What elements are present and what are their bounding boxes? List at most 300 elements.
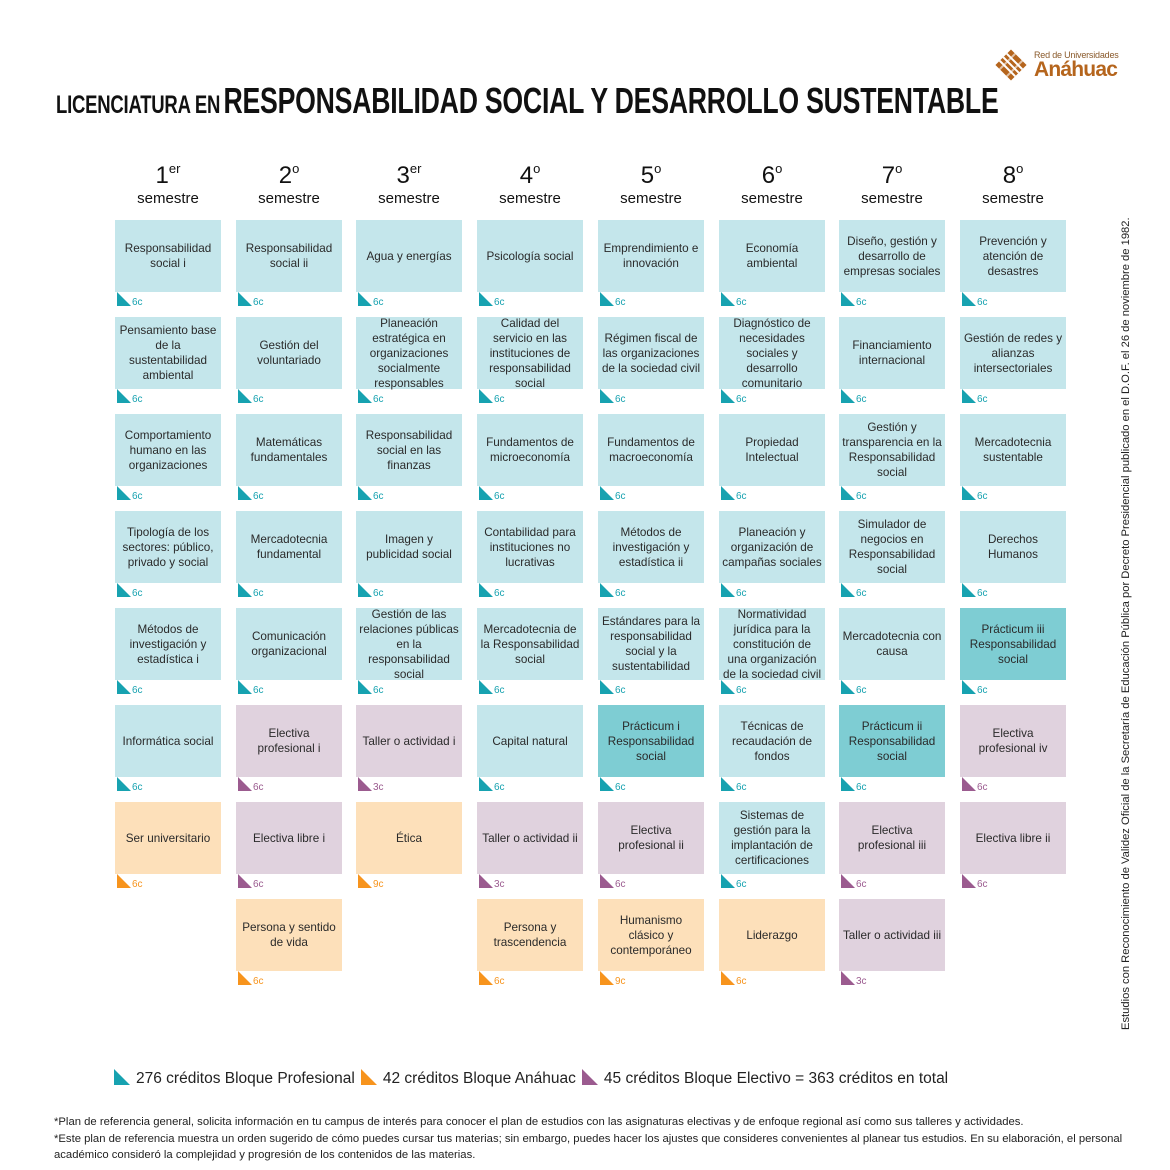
semester-label: semestre: [620, 190, 682, 207]
course-credits: 6c: [494, 394, 505, 405]
course-card: Contabilidad para instituciones no lucrativas: [477, 511, 583, 583]
credit-triangle-icon: [479, 971, 493, 985]
credit-triangle-icon: [358, 292, 372, 306]
semester-ordinal: o: [533, 161, 541, 176]
semester-number: [477, 156, 583, 189]
credits-tag: [598, 874, 638, 892]
credits-tag: [598, 389, 638, 407]
course-credits: 6c: [132, 879, 143, 890]
credits-tag: [598, 971, 638, 989]
credit-triangle-icon: [841, 292, 855, 306]
course-card: Gestión del voluntariado: [236, 317, 342, 389]
electivo-triangle-icon: [582, 1069, 598, 1085]
credits-tag: [719, 777, 759, 795]
legend-anahuac-label: 42 créditos Bloque Anáhuac: [382, 1070, 576, 1087]
credit-triangle-icon: [479, 389, 493, 403]
logo-network-label: Red de Universidades: [1034, 50, 1119, 60]
course-credits: 6c: [373, 588, 384, 599]
semester-ordinal: o: [775, 161, 783, 176]
credit-triangle-icon: [117, 874, 131, 888]
credits-tag: [356, 389, 396, 407]
credit-triangle-icon: [479, 486, 493, 500]
credits-tag: [598, 486, 638, 504]
credits-tag: [356, 583, 396, 601]
course-credits: 6c: [253, 394, 264, 405]
course-card: Mercadotecnia fundamental: [236, 511, 342, 583]
course-card: Capital natural: [477, 705, 583, 777]
course-credits: 6c: [856, 491, 867, 502]
course-card: Prácticum iii Responsabilidad social: [960, 608, 1066, 680]
credit-triangle-icon: [962, 389, 976, 403]
semester-number-value: 8: [1002, 162, 1017, 189]
course-credits: 6c: [977, 491, 988, 502]
credits-tag: [236, 583, 276, 601]
credits-tag: [839, 583, 879, 601]
credits-tag: [839, 971, 879, 989]
profesional-triangle-icon: [114, 1069, 130, 1085]
credits-tag: [477, 680, 517, 698]
course-card: Prácticum i Responsabilidad social: [598, 705, 704, 777]
semester-header: [839, 156, 945, 209]
credit-triangle-icon: [358, 583, 372, 597]
course-card: Fundamentos de macroeconomía: [598, 414, 704, 486]
credit-triangle-icon: [600, 777, 614, 791]
semester-ordinal: o: [654, 161, 662, 176]
legend-profesional: [114, 1070, 355, 1088]
credit-triangle-icon: [841, 971, 855, 985]
credits-tag: [115, 292, 155, 310]
course-card: Electiva libre ii: [960, 802, 1066, 874]
course-credits: 6c: [615, 394, 626, 405]
semester-label: semestre: [982, 190, 1044, 207]
semester-ordinal: er: [409, 161, 422, 176]
credit-triangle-icon: [841, 874, 855, 888]
credits-tag: [236, 777, 276, 795]
course-card: Prevención y atención de desastres: [960, 220, 1066, 292]
course-card: Propiedad Intelectual: [719, 414, 825, 486]
course-credits: 6c: [615, 879, 626, 890]
credits-tag: [719, 874, 759, 892]
credit-triangle-icon: [117, 292, 131, 306]
credits-tag: [115, 583, 155, 601]
course-credits: 6c: [615, 588, 626, 599]
course-card: Pensamiento base de la sustentabilidad ambiental: [115, 317, 221, 389]
semester-header: [236, 156, 342, 209]
anahuac-logo-icon: [992, 48, 1030, 82]
credit-triangle-icon: [238, 777, 252, 791]
course-credits: 6c: [977, 297, 988, 308]
semester-number-value: 3: [396, 162, 410, 189]
course-credits: 6c: [615, 782, 626, 793]
credit-triangle-icon: [841, 486, 855, 500]
semester-number: [598, 156, 704, 189]
course-credits: 6c: [253, 491, 264, 502]
credits-tag: [477, 874, 517, 892]
course-card: Matemáticas fundamentales: [236, 414, 342, 486]
course-credits: 6c: [977, 782, 988, 793]
credits-tag: [960, 874, 1000, 892]
credit-triangle-icon: [117, 777, 131, 791]
course-card: Electiva profesional i: [236, 705, 342, 777]
course-card: Responsabilidad social ii: [236, 220, 342, 292]
semester-number: [839, 156, 945, 189]
credit-triangle-icon: [721, 486, 735, 500]
course-card: Diagnóstico de necesidades sociales y desarrollo comunitario: [719, 317, 825, 389]
course-credits: 6c: [132, 297, 143, 308]
credits-tag: [839, 874, 879, 892]
credit-triangle-icon: [600, 583, 614, 597]
credits-tag: [356, 874, 396, 892]
semester-number-value: 1: [155, 162, 169, 189]
credit-triangle-icon: [962, 583, 976, 597]
credit-triangle-icon: [962, 680, 976, 694]
course-credits: 6c: [373, 685, 384, 696]
credits-tag: [236, 292, 276, 310]
course-card: Taller o actividad iii: [839, 899, 945, 971]
credits-tag: [598, 583, 638, 601]
course-credits: 6c: [977, 588, 988, 599]
course-card: Comportamiento humano en las organizaciones: [115, 414, 221, 486]
course-credits: 6c: [736, 588, 747, 599]
credits-tag: [477, 486, 517, 504]
credit-triangle-icon: [358, 874, 372, 888]
semester-header: [477, 156, 583, 209]
course-credits: 6c: [736, 879, 747, 890]
credit-triangle-icon: [962, 777, 976, 791]
credit-triangle-icon: [721, 292, 735, 306]
credit-triangle-icon: [721, 874, 735, 888]
credit-triangle-icon: [962, 874, 976, 888]
course-credits: 6c: [736, 491, 747, 502]
course-credits: 6c: [253, 685, 264, 696]
course-credits: 6c: [736, 782, 747, 793]
course-credits: 9c: [615, 976, 626, 987]
course-card: Mercadotecnia de la Responsabilidad social: [477, 608, 583, 680]
footnote-1: *Plan de referencia general, solicita información en tu campus de interés para conocer el plan de estudios con las asignaturas electivas y de enfoque regional así como sus talleres y actividades.: [54, 1116, 1024, 1128]
rvoe-note: Estudios con Reconocimiento de Validez Oficial de la Secretaría de Educación Pública por Decreto Presidencial publicado en el D.O.F. el 26 de noviembre de 1982.: [1120, 217, 1132, 1030]
course-credits: 6c: [615, 491, 626, 502]
course-card: Psicología social: [477, 220, 583, 292]
credit-triangle-icon: [962, 486, 976, 500]
credit-triangle-icon: [721, 971, 735, 985]
semester-header: [115, 156, 221, 209]
course-card: Imagen y publicidad social: [356, 511, 462, 583]
course-card: Taller o actividad i: [356, 705, 462, 777]
course-card: Gestión de redes y alianzas intersectoriales: [960, 317, 1066, 389]
credits-tag: [115, 680, 155, 698]
course-credits: 6c: [253, 879, 264, 890]
course-credits: 6c: [373, 491, 384, 502]
course-credits: 6c: [132, 685, 143, 696]
credits-tag: [960, 777, 1000, 795]
credit-triangle-icon: [479, 680, 493, 694]
credits-tag: [115, 389, 155, 407]
course-credits: 9c: [373, 879, 384, 890]
credits-tag: [960, 680, 1000, 698]
credit-triangle-icon: [479, 874, 493, 888]
title-main: RESPONSABILIDAD SOCIAL Y DESARROLLO SUSTENTABLE: [223, 80, 999, 121]
semester-header: [356, 156, 462, 209]
course-card: Persona y trascendencia: [477, 899, 583, 971]
semester-label: semestre: [258, 190, 320, 207]
credits-tag: [356, 486, 396, 504]
course-credits: 6c: [132, 491, 143, 502]
course-credits: 6c: [856, 782, 867, 793]
credit-triangle-icon: [479, 583, 493, 597]
course-card: Fundamentos de microeconomía: [477, 414, 583, 486]
course-credits: 3c: [373, 782, 384, 793]
credits-tag: [115, 486, 155, 504]
course-card: Normatividad jurídica para la constitución de una organización de la sociedad civil: [719, 608, 825, 680]
credits-tag: [598, 680, 638, 698]
course-credits: 6c: [494, 491, 505, 502]
course-card: Planeación y organización de campañas sociales: [719, 511, 825, 583]
semester-ordinal: er: [168, 161, 181, 176]
credit-triangle-icon: [600, 874, 614, 888]
course-card: Planeación estratégica en organizaciones socialmente responsables: [356, 317, 462, 389]
credit-triangle-icon: [600, 680, 614, 694]
course-credits: 6c: [856, 297, 867, 308]
course-card: Sistemas de gestión para la implantación de certificaciones: [719, 802, 825, 874]
credits-tag: [356, 292, 396, 310]
semester-label: semestre: [137, 190, 199, 207]
credits-tag: [719, 680, 759, 698]
semester-header: [719, 156, 825, 209]
course-card: Financiamiento internacional: [839, 317, 945, 389]
semester-header: [960, 156, 1066, 209]
semester-number-value: 7: [881, 162, 896, 189]
course-card: Electiva profesional iii: [839, 802, 945, 874]
course-credits: 6c: [736, 685, 747, 696]
credit-triangle-icon: [238, 971, 252, 985]
course-credits: 6c: [736, 297, 747, 308]
course-card: Persona y sentido de vida: [236, 899, 342, 971]
semester-number: [356, 156, 462, 189]
credits-tag: [839, 680, 879, 698]
credit-triangle-icon: [721, 777, 735, 791]
course-card: Liderazgo: [719, 899, 825, 971]
credit-triangle-icon: [721, 680, 735, 694]
legend-profesional-label: 276 créditos Bloque Profesional: [136, 1070, 355, 1087]
credits-tag: [960, 583, 1000, 601]
footnote-2: *Este plan de referencia muestra un orden sugerido de cómo puedes cursar tus materias; sin embargo, puedes hacer los ajustes que consideres convenientes al planear tus estudios. En su elaboración, el personal académico consideró la complejidad y progresión de los contenidos de las materias.: [54, 1133, 1123, 1161]
credit-triangle-icon: [600, 292, 614, 306]
course-card: Gestión de las relaciones públicas en la responsabilidad social: [356, 608, 462, 680]
course-card: Gestión y transparencia en la Responsabilidad social: [839, 414, 945, 486]
credits-tag: [839, 777, 879, 795]
credits-tag: [960, 389, 1000, 407]
credits-tag: [236, 389, 276, 407]
credit-triangle-icon: [721, 583, 735, 597]
credit-triangle-icon: [358, 680, 372, 694]
course-credits: 6c: [373, 297, 384, 308]
credits-tag: [598, 777, 638, 795]
course-card: Diseño, gestión y desarrollo de empresas sociales: [839, 220, 945, 292]
credit-triangle-icon: [238, 292, 252, 306]
credits-tag: [356, 680, 396, 698]
course-card: Mercadotecnia sustentable: [960, 414, 1066, 486]
credits-tag: [719, 971, 759, 989]
course-credits: 6c: [856, 394, 867, 405]
course-card: Emprendimiento e innovación: [598, 220, 704, 292]
legend-electivo-label: 45 créditos Bloque Electivo = 363 créditos en total: [603, 1070, 949, 1087]
course-credits: 6c: [253, 782, 264, 793]
credit-triangle-icon: [358, 486, 372, 500]
course-card: Electiva libre i: [236, 802, 342, 874]
credits-tag: [719, 292, 759, 310]
semester-number: [115, 156, 221, 189]
course-card: Simulador de negocios en Responsabilidad social: [839, 511, 945, 583]
credit-triangle-icon: [962, 292, 976, 306]
course-credits: 6c: [615, 297, 626, 308]
course-credits: 6c: [615, 685, 626, 696]
course-credits: 6c: [494, 685, 505, 696]
credits-tag: [719, 583, 759, 601]
credits-tag: [477, 292, 517, 310]
credits-tag: [236, 680, 276, 698]
credit-triangle-icon: [238, 874, 252, 888]
course-card: Mercadotecnia con causa: [839, 608, 945, 680]
credit-triangle-icon: [479, 292, 493, 306]
credit-triangle-icon: [117, 486, 131, 500]
semester-number-value: 6: [761, 162, 776, 189]
course-credits: 6c: [494, 976, 505, 987]
credit-triangle-icon: [117, 680, 131, 694]
credit-triangle-icon: [238, 583, 252, 597]
course-card: Calidad del servicio en las instituciones de responsabilidad social: [477, 317, 583, 389]
course-card: Responsabilidad social en las finanzas: [356, 414, 462, 486]
credits-tag: [236, 486, 276, 504]
course-credits: 3c: [856, 976, 867, 987]
credit-triangle-icon: [238, 486, 252, 500]
course-card: Responsabilidad social i: [115, 220, 221, 292]
credits-tag: [839, 486, 879, 504]
course-credits: 6c: [977, 685, 988, 696]
credit-triangle-icon: [600, 389, 614, 403]
credit-triangle-icon: [479, 777, 493, 791]
course-credits: 6c: [494, 782, 505, 793]
course-card: Agua y energías: [356, 220, 462, 292]
course-credits: 6c: [253, 297, 264, 308]
course-card: Métodos de investigación y estadística i: [115, 608, 221, 680]
course-card: Tipología de los sectores: público, privado y social: [115, 511, 221, 583]
credits-tag: [719, 486, 759, 504]
credits-tag: [477, 389, 517, 407]
credits-tag: [115, 874, 155, 892]
course-card: Derechos Humanos: [960, 511, 1066, 583]
credits-tag: [960, 486, 1000, 504]
course-card: Técnicas de recaudación de fondos: [719, 705, 825, 777]
anahuac-logo: [992, 44, 1122, 84]
semester-label: semestre: [378, 190, 440, 207]
course-card: Régimen fiscal de las organizaciones de la sociedad civil: [598, 317, 704, 389]
credit-triangle-icon: [358, 389, 372, 403]
course-credits: 6c: [856, 588, 867, 599]
credits-tag: [477, 583, 517, 601]
credits-tag: [115, 777, 155, 795]
logo-brand-name: Anáhuac: [1034, 58, 1118, 81]
course-card: Ser universitario: [115, 802, 221, 874]
semester-label: semestre: [861, 190, 923, 207]
course-card: Métodos de investigación y estadística ii: [598, 511, 704, 583]
credit-triangle-icon: [117, 389, 131, 403]
credits-tag: [960, 292, 1000, 310]
course-card: Electiva profesional iv: [960, 705, 1066, 777]
credit-triangle-icon: [600, 486, 614, 500]
course-card: Taller o actividad ii: [477, 802, 583, 874]
credit-triangle-icon: [358, 777, 372, 791]
credit-triangle-icon: [841, 583, 855, 597]
credits-tag: [477, 777, 517, 795]
credit-triangle-icon: [600, 971, 614, 985]
course-credits: 6c: [494, 588, 505, 599]
anahuac-triangle-icon: [361, 1069, 377, 1085]
course-credits: 6c: [977, 394, 988, 405]
course-card: Estándares para la responsabilidad social y la sustentabilidad: [598, 608, 704, 680]
credit-triangle-icon: [841, 680, 855, 694]
course-credits: 6c: [253, 588, 264, 599]
semester-number: [719, 156, 825, 189]
semester-label: semestre: [499, 190, 561, 207]
course-credits: 6c: [132, 588, 143, 599]
credit-triangle-icon: [721, 389, 735, 403]
credits-tag: [598, 292, 638, 310]
course-credits: 6c: [253, 976, 264, 987]
credits-tag: [236, 874, 276, 892]
credit-triangle-icon: [841, 389, 855, 403]
course-credits: 6c: [736, 394, 747, 405]
course-card: Humanismo clásico y contemporáneo: [598, 899, 704, 971]
course-card: Electiva profesional ii: [598, 802, 704, 874]
semester-header: [598, 156, 704, 209]
semester-number-value: 4: [519, 162, 534, 189]
course-card: Prácticum ii Responsabilidad social: [839, 705, 945, 777]
credits-tag: [839, 292, 879, 310]
course-credits: 6c: [856, 685, 867, 696]
credits-tag: [719, 389, 759, 407]
semester-label: semestre: [741, 190, 803, 207]
course-card: Comunicación organizacional: [236, 608, 342, 680]
semester-number: [236, 156, 342, 189]
credits-tag: [356, 777, 396, 795]
semester-number-value: 2: [278, 162, 293, 189]
course-credits: 6c: [977, 879, 988, 890]
credit-triangle-icon: [841, 777, 855, 791]
course-card: Economía ambiental: [719, 220, 825, 292]
course-credits: 6c: [132, 782, 143, 793]
credits-legend: [114, 1068, 954, 1090]
title-prefix: LICENCIATURA EN: [56, 91, 221, 119]
credits-tag: [477, 971, 517, 989]
page-title: [56, 80, 999, 122]
course-card: Ética: [356, 802, 462, 874]
course-credits: 6c: [373, 394, 384, 405]
semester-ordinal: o: [895, 161, 903, 176]
credit-triangle-icon: [238, 389, 252, 403]
semester-ordinal: o: [292, 161, 300, 176]
legend-electivo: [582, 1070, 948, 1088]
credits-tag: [839, 389, 879, 407]
course-credits: 3c: [494, 879, 505, 890]
semester-ordinal: o: [1016, 161, 1024, 176]
course-credits: 6c: [132, 394, 143, 405]
credit-triangle-icon: [117, 583, 131, 597]
semester-number-value: 5: [640, 162, 655, 189]
course-credits: 6c: [856, 879, 867, 890]
course-credits: 6c: [494, 297, 505, 308]
credits-tag: [236, 971, 276, 989]
credit-triangle-icon: [238, 680, 252, 694]
